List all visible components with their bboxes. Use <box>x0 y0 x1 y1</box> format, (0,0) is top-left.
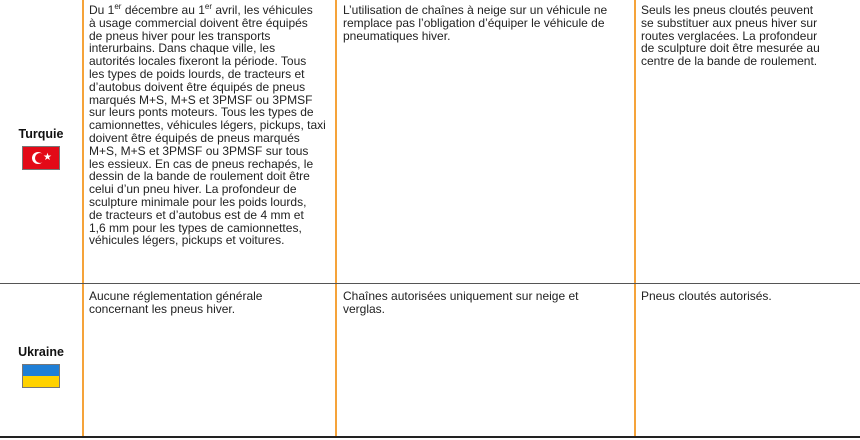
snow-chains-text: Chaînes autorisées uniquement sur neige et verglas. <box>343 289 579 316</box>
studded-tyres-cell <box>635 0 860 283</box>
winter-tyres-text: Du 1er décembre au 1er avril, les véhicules à usage commercial doivent être équipés de pneus hiver pour les transports interurbains. Dans chaque ville, les autorités locales fixeront la période. Tous les types de poids lourds, de tracteurs et d’autobus doivent être équipés de pneus marqués M+S, M+S et 3PMSF ou 3PMSF sur leurs ponts moteurs. Tous les types de camionnettes, véhicules légers, pickups, taxi doivent être équipés de pneus marqués M+S, M+S et 3PMSF ou 3PMSF sur tous les essieux. En cas de pneus rechapés, le dessin de la bande de roulement doit être celui d’un pneu hiver. La profondeur de sculpture minimale pour les poids lourds, de tracteurs et d’autobus est de 4 mm et 1,6 mm pour les types de camionnettes, véhicules légers, pickups et voitures. <box>89 2 326 248</box>
turkey-flag-icon: ★ <box>22 146 60 170</box>
country-name: Ukraine <box>18 345 64 359</box>
table-row-ukraine <box>0 284 860 438</box>
country-name: Turquie <box>18 127 64 141</box>
snow-chains-cell <box>337 0 634 283</box>
country-block <box>0 128 82 170</box>
winter-tyres-cell <box>83 284 336 436</box>
studded-tyres-cell <box>635 284 860 436</box>
country-block <box>0 346 82 388</box>
studded-tyres-text: Seuls les pneus cloutés peuvent se substituer aux pneus hiver sur routes verglacées. La profondeur de sculpture doit être mesurée au centre de la bande de roulement. <box>641 3 820 69</box>
snow-chains-cell <box>337 284 634 436</box>
winter-tyres-text: Aucune réglementation générale concernant les pneus hiver. <box>89 289 263 316</box>
ukraine-flag-icon <box>22 364 60 388</box>
snow-chains-text: L’utilisation de chaînes à neige sur un véhicule ne remplace pas l’obligation d’équiper le véhicule de pneumatiques hiver. <box>343 3 608 43</box>
winter-tyres-cell <box>83 0 336 283</box>
country-cell <box>0 0 82 283</box>
studded-tyres-text: Pneus cloutés autorisés. <box>641 289 772 303</box>
country-cell <box>0 284 82 436</box>
